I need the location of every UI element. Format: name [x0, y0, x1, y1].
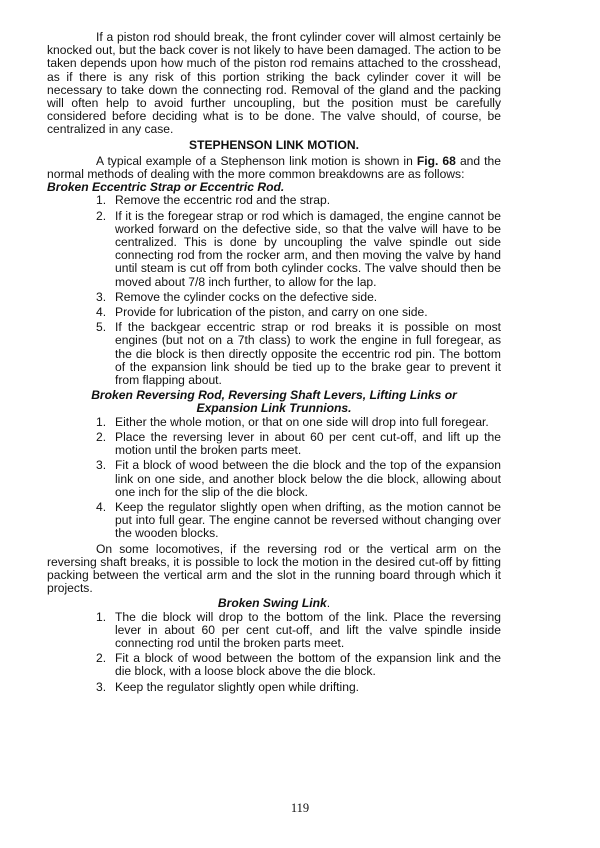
figure-reference: Fig. 68: [416, 153, 456, 168]
list-item-number: 4.: [96, 305, 107, 320]
list-item-number: 5.: [96, 320, 107, 335]
section-title: STEPHENSON LINK MOTION.: [189, 137, 359, 152]
list-item: [96, 458, 501, 499]
page-number: 119: [290, 801, 310, 815]
list-item-text: If the backgear eccentric strap or rod breaks it is possible on most engines (but not on a 7th class) to work the engine in full foregear, as the die block is then directly opposite the eccentric rod pin. The bottom of the expansion link should be tied up to the brake gear to prevent it from flapping about.: [115, 320, 501, 388]
reversing-heading: [47, 389, 501, 415]
list-item: [96, 609, 501, 651]
section-intro-paragraph: [47, 155, 501, 181]
list-item: [96, 193, 501, 208]
list-item-number: 1.: [96, 414, 107, 429]
list-item-number: 3.: [96, 289, 107, 304]
reversing-heading-line2: Expansion Link Trunnions.: [196, 401, 352, 416]
swing-heading-text: Broken Swing Link: [217, 596, 327, 611]
list-item-text: Either the whole motion, or that on one side will drop into full foregear.: [115, 414, 489, 429]
list-item: [96, 414, 501, 429]
section-intro-text-before: A typical example of a Stephenson link motion is shown in: [96, 153, 417, 168]
list-item: [96, 320, 501, 388]
reversing-steps-list: [47, 416, 501, 541]
list-item: [96, 429, 501, 458]
list-item-text: Remove the cylinder cocks on the defective side.: [115, 289, 378, 304]
list-item: [96, 305, 501, 320]
list-item-number: 3.: [96, 458, 107, 473]
list-item-text: If it is the foregear strap or rod which is damaged, the engine cannot be worked forward on the defective side, so that the valve will have to be centralized. This is done by uncoupling the valve spindle out side connecting rod from the rocker arm, and then moving the valve by hand until steam is cut off from both cylinder cocks. The valve should then be moved about 7/8 inch further, to allow for the lap.: [115, 208, 501, 289]
reversing-note-paragraph: On some locomotives, if the reversing rod or the vertical arm on the reversing shaft breaks, it is possible to lock the motion in the desired cut-off by fitting packing between the vertical arm and the slot in the running board through which it projects.: [47, 541, 501, 596]
list-item: [96, 289, 501, 304]
list-item-text: Remove the eccentric rod and the strap.: [115, 193, 331, 208]
eccentric-heading: Broken Eccentric Strap or Eccentric Rod.: [47, 180, 285, 195]
list-item-text: Provide for lubrication of the piston, and carry on one side.: [115, 305, 428, 320]
list-item-number: 2.: [96, 429, 107, 444]
list-item: [96, 499, 501, 541]
list-item: [96, 679, 501, 694]
list-item-text: Keep the regulator slightly open while drifting.: [115, 679, 360, 694]
list-item: [96, 651, 501, 679]
swing-heading-suffix: .: [326, 596, 331, 611]
list-item-text: Keep the regulator slightly open when drifting, as the motion cannot be put into full gear. The engine cannot be reversed without changing over the wooden blocks.: [115, 499, 501, 541]
list-item-text: The die block will drop to the bottom of the link. Place the reversing lever in about 60 per cent cut-off, and lift the valve spindle inside connecting rod until the broken parts meet.: [115, 609, 501, 650]
section-intro-text-after: and the normal methods of dealing with the more common breakdowns are as follows:: [47, 153, 501, 182]
list-item-number: 2.: [96, 208, 107, 223]
eccentric-steps-list: [47, 194, 501, 387]
list-item-number: 4.: [96, 499, 107, 514]
list-item-text: Fit a block of wood between the bottom of the expansion link and the die block, with a loose block above the die block.: [115, 651, 501, 679]
swing-steps-list: [47, 611, 501, 694]
reversing-heading-line1: Broken Reversing Rod, Reversing Shaft Levers, Lifting Links or: [91, 388, 457, 403]
intro-paragraph: If a piston rod should break, the front cylinder cover will almost certainly be knocked out, but the back cover is not likely to have been damaged. The action to be taken depends upon how much of the piston rod remains attached to the crosshead, as if there is any risk of this portion striking the back cylinder cover it will be necessary to take down the connecting rod. Removal of the gland and the packing will often help to avoid further uncoupling, but the position must be carefully considered before deciding what is to be done. The valve should, of course, be centralized in any case.: [47, 30, 501, 137]
list-item-number: 2.: [96, 651, 107, 666]
list-item-text: Place the reversing lever in about 60 per cent cut-off, and lift up the motion until the broken parts meet.: [115, 429, 501, 458]
list-item-number: 1.: [96, 193, 107, 208]
list-item: [96, 208, 501, 289]
list-item-number: 3.: [96, 679, 107, 694]
list-item-number: 1.: [96, 609, 107, 624]
list-item-text: Fit a block of wood between the die block and the top of the expansion link on one side, and another block below the die block, allowing about one inch for the slip of the die block.: [115, 458, 501, 499]
